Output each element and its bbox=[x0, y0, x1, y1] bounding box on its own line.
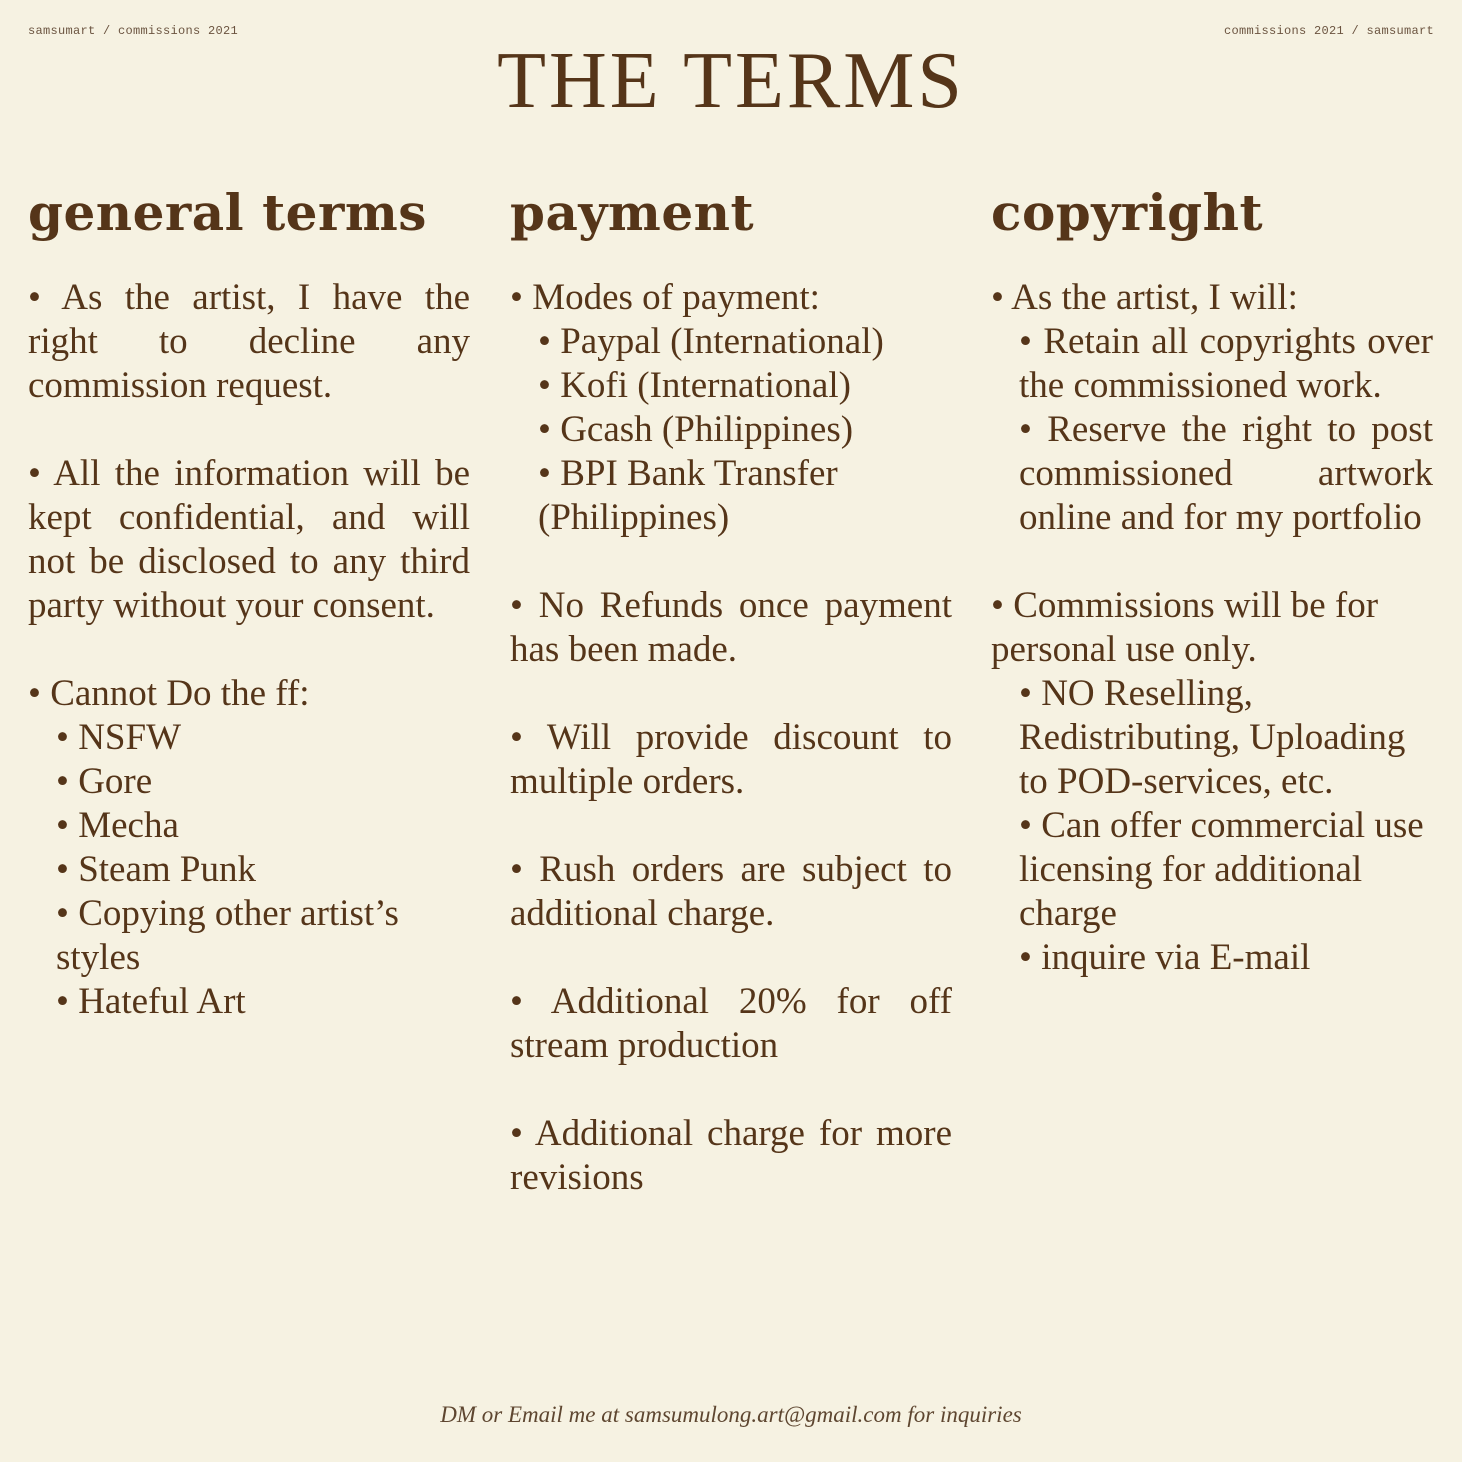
cannot-do-list bbox=[28, 716, 470, 1024]
list-item: • BPI Bank Transfer (Philippines) bbox=[538, 453, 838, 538]
list-item: • NO Reselling, Redistributing, Uploading to POD-services, etc. bbox=[1019, 673, 1406, 802]
list-item: • Reserve the right to post commissioned artwork online and for my portfolio bbox=[1019, 409, 1433, 538]
copyright-will-label: • As the artist, I will: bbox=[991, 277, 1298, 318]
general-term-confidential: • All the information will be kept confidential, and will not be disclosed to any third party without your consent. bbox=[28, 453, 470, 626]
general-terms-heading: general terms bbox=[28, 183, 427, 242]
general-term-cannot-do bbox=[28, 672, 470, 1024]
page-title: THE TERMS bbox=[497, 37, 965, 125]
list-item: • Can offer commercial use licensing for additional charge bbox=[1019, 805, 1424, 934]
copyright-heading: copyright bbox=[991, 183, 1264, 242]
general-terms-column bbox=[28, 180, 470, 1068]
list-item: • inquire via E-mail bbox=[1019, 937, 1311, 978]
header-right-label: commissions 2021 / samsumart bbox=[1223, 24, 1434, 38]
list-item: • Gcash (Philippines) bbox=[538, 409, 854, 450]
copyright-artist-rights bbox=[991, 276, 1433, 540]
cannot-do-label: • Cannot Do the ff: bbox=[28, 673, 310, 714]
copyright-personal-use bbox=[991, 584, 1433, 980]
list-item: • NSFW bbox=[56, 717, 182, 758]
list-item: • Copying other artist’s styles bbox=[56, 893, 399, 978]
payment-revisions: • Additional charge for more revisions bbox=[510, 1113, 952, 1198]
header-left-label: samsumart / commissions 2021 bbox=[28, 24, 239, 38]
payment-modes-label: • Modes of payment: bbox=[510, 277, 820, 318]
list-item: • Retain all copyrights over the commissioned work. bbox=[1019, 321, 1433, 406]
list-item: • Mecha bbox=[56, 805, 179, 846]
payment-modes-list bbox=[510, 320, 952, 540]
list-item: • Steam Punk bbox=[56, 849, 257, 890]
list-item: • Paypal (International) bbox=[538, 321, 884, 362]
payment-heading: payment bbox=[510, 183, 755, 242]
payment-off-stream: • Additional 20% for off stream production bbox=[510, 981, 952, 1066]
payment-modes bbox=[510, 276, 952, 540]
list-item: • Gore bbox=[56, 761, 153, 802]
list-item: • Kofi (International) bbox=[538, 365, 851, 406]
payment-no-refunds: • No Refunds once payment has been made. bbox=[510, 585, 952, 670]
list-item: • Hateful Art bbox=[56, 981, 246, 1022]
general-term-decline: • As the artist, I have the right to decline any commission request. bbox=[28, 277, 470, 406]
payment-rush-orders: • Rush orders are subject to additional charge. bbox=[510, 849, 952, 934]
copyright-personal-label: • Commissions will be for personal use only. bbox=[991, 585, 1379, 670]
payment-column bbox=[510, 180, 952, 1244]
copyright-will-list bbox=[991, 320, 1433, 540]
contact-footer: DM or Email me at samsumulong.art@gmail.com for inquiries bbox=[440, 1402, 1022, 1427]
copyright-personal-list bbox=[991, 672, 1433, 980]
copyright-column bbox=[991, 180, 1433, 1024]
payment-discount: • Will provide discount to multiple orders. bbox=[510, 717, 952, 802]
